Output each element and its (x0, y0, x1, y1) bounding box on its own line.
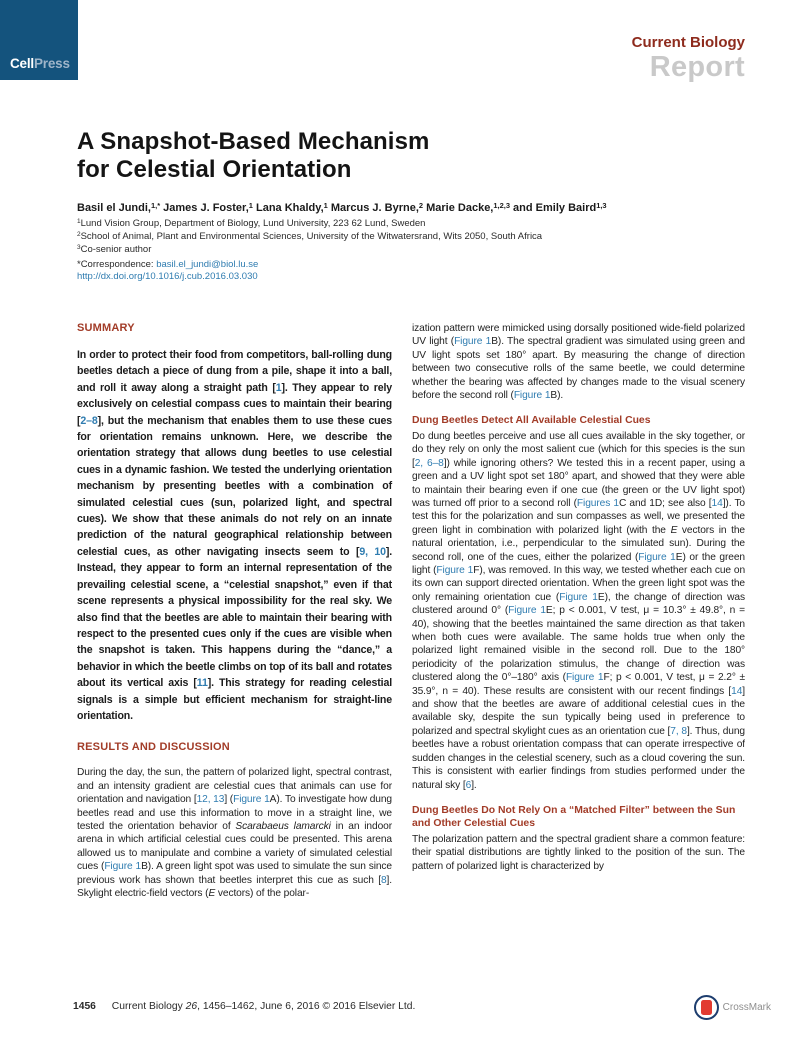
inline-link[interactable]: Figures 1 (576, 497, 619, 509)
inline-link[interactable]: Figure 1 (513, 390, 551, 402)
cellpress-logo-text (10, 56, 70, 71)
inline-link[interactable]: Figure 1 (559, 591, 598, 603)
inline-link[interactable]: 6 (465, 779, 472, 791)
summary-paragraph: In order to protect their food from competitors, ball-rolling dung beetles detach a piece of dung from a pile, shape it into a ball, and roll it away along a straight path [1]. They appear to rely exclusively on celestial compass cues to maintain their bearing [2–8], but the mechanism that enables them to use these cues for orientation remains unknown. Here, we describe the orientation strategy that allows dung beetles to use celestial cues in a dynamic fashion. We tested the underlying orientation mechanism by presenting beetles with a combination of simulated celestial cues (sun, polarized light, and spectral cues). We show that these animals do not rely on an innate prediction of the natural geographical relationship between celestial cues, as other navigating insects seem to [9, 10]. Instead, they appear to form an internal representation of the prevailing celestial scene, a “celestial snapshot,” even if that scene represents a physical impossibility for the real sky. We also find that the beetles are able to maintain their bearing with respect to the presented cues only if the cues are visible when the snapshot is taken. This happens during the “dance,” a behavior in which the beetle climbs on top of its ball and rotates about its vertical axis [11]. This strategy for reading celestial signals is a simple but efficient mechanism for straight-line orientation. (77, 349, 393, 722)
article-title (77, 128, 745, 183)
page-number: 1456 (73, 1001, 96, 1012)
inline-link[interactable]: 12, 13 (196, 794, 225, 806)
cellpress-logo (0, 0, 78, 80)
title-line-2: for Celestial Orientation (77, 155, 352, 183)
right-paragraph-2: Do dung beetles perceive and use all cues available in the sky together, or do they rely on only the most salient cue (which for this species is the sun [2, 6–8]) while ignoring others? We tested this in a recent paper, using a green and a UV light spot set 180° apart, and showed that they were able to maintain their bearing even if one cue (the green or the UV light spot) was turned off prior to a second roll (Figures 1C and 1D; see also [14]). To test this for the polarization and sun compasses as well, we presented the green light in combination with polarized light (with the E vectors in the natural orientation, i.e., perpendicular to the simulated sun). During the second roll, one of the cues, either the polarized (Figure 1E) or the green light (Figure 1F), was removed. In this way, we tested whether each cue on its own can support directed orientation. When the green light spot was the only remaining orientation cue (Figure 1E), the change of direction was clustered around 0° (Figure 1E; p < 0.001, V test, μ = 10.3° ± 49.8°, n = 40), showing that the beetles maintained the same direction as that taken when both cues were available. The same holds true when only the polarized light remained visible in the second roll. Due to the 180° periodicity of the polarization stimulus, the change of direction was clustered along the 0°–180° axis (Figure 1F; p < 0.001, V test, μ = 2.2° ± 35.9°, n = 40). These results are consistent with our recent findings [14] and show that the beetles are aware of additional celestial cues in the available sky, despite the sun typically being used in preference to polarized and spectral skylight cues as an orientation cue [7, 8]. Thus, dung beetles have a robust orientation compass that can operate irrespective of sudden changes in the celestial scenery, such as a cloud covering the sun. This is consistent with earlier findings from studies performed under the natural sky [6]. (412, 430, 745, 791)
inline-link[interactable]: Figure 1 (104, 861, 142, 873)
inline-link[interactable]: 8 (380, 874, 387, 886)
article-type-label: Report (649, 51, 745, 83)
masthead (632, 34, 745, 82)
inline-link[interactable]: Figure 1 (565, 672, 604, 684)
inline-link[interactable]: Figure 1 (638, 551, 676, 563)
journal-name: Current Biology (631, 34, 745, 51)
right-paragraph-1: ization pattern were mimicked using dorsally positioned wide-field polarized UV light (Figure 1B). The spectral gradient was simulated using green and UV light spots set 180° apart. By measuring the change of direction between two consecutive rolls of the same beetle, we could determine whether the bearing was affected by changes made to the visual scenery before the second roll (Figure 1B). (412, 323, 745, 402)
affiliation-1: $^1$Lund Vision Group, Department of Biology, Lund University, 223 62 Lund, Sweden (77, 218, 426, 229)
inline-link[interactable]: Figure 1 (454, 336, 492, 348)
inline-link[interactable]: Figure 1 (436, 565, 474, 576)
correspondence-line: *Correspondence: basil.el_jundi@biol.lu.se (77, 259, 259, 271)
inline-link[interactable]: Figure 1 (508, 605, 546, 617)
inline-link[interactable]: 1 (275, 381, 282, 394)
subheading-detect-cues: Dung Beetles Detect All Available Celestial Cues (412, 415, 651, 427)
crossmark-red-mark (701, 1000, 712, 1015)
article-head (77, 128, 745, 283)
crossmark-badge[interactable] (694, 995, 771, 1020)
inline-link[interactable]: Figure 1 (233, 794, 270, 806)
left-column (77, 322, 392, 1000)
article-body (77, 322, 745, 1000)
inline-link[interactable]: 7, 8 (670, 725, 687, 737)
inline-link[interactable]: 14 (731, 685, 743, 697)
summary-heading: SUMMARY (77, 322, 135, 334)
logo-cell-word: Cell (10, 56, 34, 71)
doi-line (77, 271, 745, 283)
page-footer (73, 1001, 773, 1012)
inline-link[interactable]: 11 (196, 677, 208, 690)
inline-link[interactable]: 2, 6–8 (414, 457, 444, 469)
affiliation-2: $^2$School of Animal, Plant and Environmental Sciences, University of the Witwatersrand, Wits 2050, South Africa (77, 230, 543, 242)
results-paragraph-1: During the day, the sun, the pattern of polarized light, spectral contrast, and an intensity gradient are celestial cues that animals can use for orientation and navigation [12, 13] (Figure 1A). To investigate how dung beetles read and use this information to move in a straight line, we tested the orientation behavior of Scarabaeus lamarcki in an indoor arena in which artificial celestial cues could be presented. This arena allowed us to manipulate and combine a variety of simulated celestial cues (Figure 1B). A green light spot was used to simulate the sun since previous work has shown that beetles interpret this cue as such [8]. Skylight electric-field vectors (E vectors) of the polar- (77, 767, 392, 899)
author-line: Basil el Jundi,$^{1,*}$ James J. Foster,$^1$ Lana Khaldy,$^1$ Marcus J. Byrne,$^2$ Marie Dacke,$^{1,2,3}$ and Emily Baird$^{1,3}$ (77, 200, 607, 214)
inline-link[interactable]: basil.el_jundi@biol.lu.se (156, 259, 259, 271)
inline-link[interactable]: 9, 10 (359, 545, 386, 558)
right-paragraph-3: The polarization pattern and the spectral gradient share a common feature: their spatial distributions are tightly linked to the position of the sun. The pattern of polarized light is characterized by (412, 833, 745, 872)
results-heading: RESULTS AND DISCUSSION (77, 741, 230, 754)
affiliation-3: $^3$Co-senior author (77, 243, 152, 255)
crossmark-icon (694, 995, 719, 1020)
logo-press-word: Press (33, 56, 70, 71)
inline-link[interactable]: 14 (711, 497, 723, 509)
subheading-matched-filter: Dung Beetles Do Not Rely On a “Matched Filter” between the Sun and Other Celestial Cues (412, 804, 736, 830)
citation-line: Current Biology 26, 1456–1462, June 6, 2016 © 2016 Elsevier Ltd. (111, 1001, 416, 1012)
right-column (412, 322, 745, 1000)
crossmark-label: CrossMark (722, 1002, 771, 1013)
inline-link[interactable]: 2–8 (80, 414, 98, 427)
inline-link[interactable]: http://dx.doi.org/10.1016/j.cub.2016.03.030 (77, 271, 258, 283)
title-line-1: A Snapshot-Based Mechanism (77, 128, 430, 155)
